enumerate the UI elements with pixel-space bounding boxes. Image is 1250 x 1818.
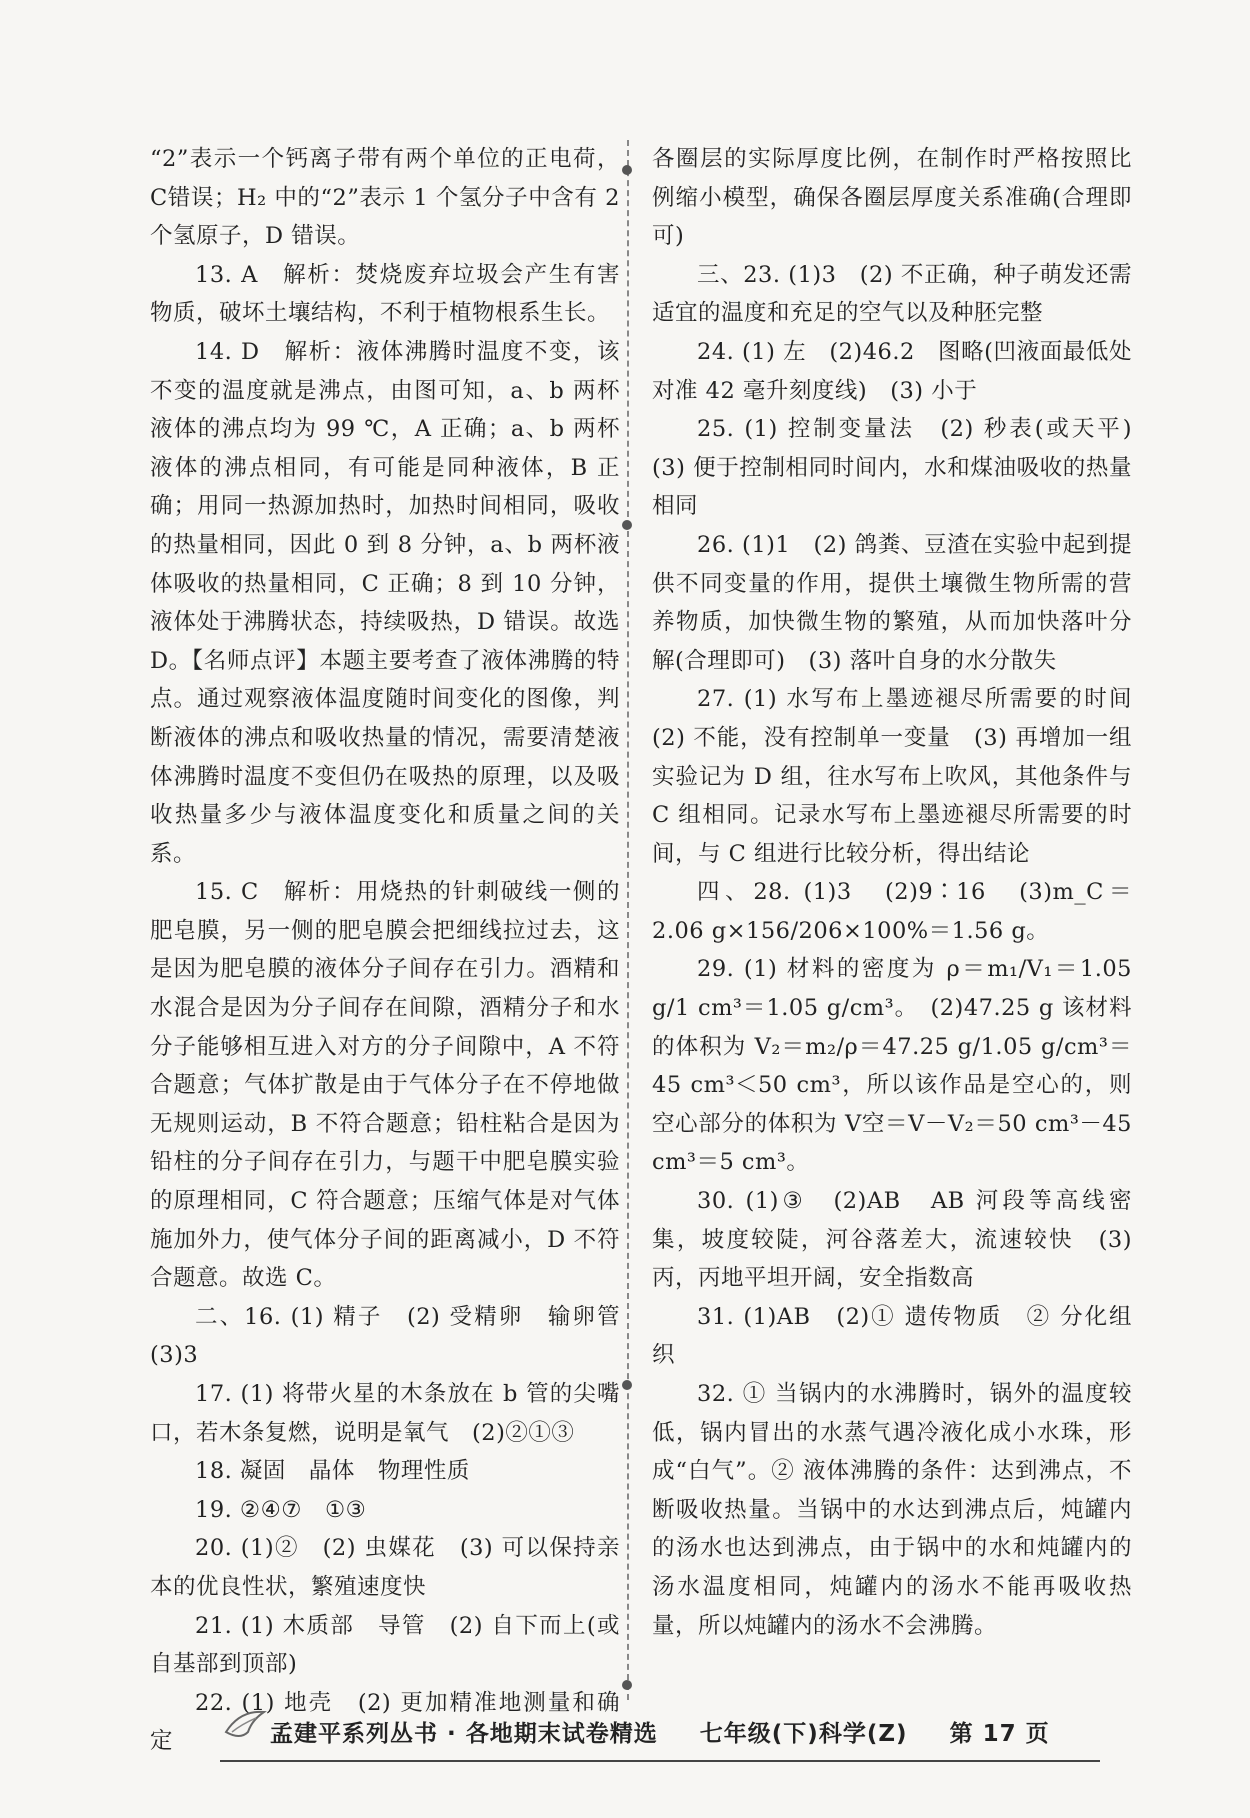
answer-16: 二、16. (1) 精子 (2) 受精卵 输卵管 (3)3 — [150, 1303, 620, 1369]
divider-dot — [622, 1680, 632, 1690]
answer-27: 27. (1) 水写布上墨迹褪尽所需要的时间 (2) 不能，没有控制单一变量 (3) 再增加一组实验记为 D 组，往水写布上吹风，其他条件与 C 组相同。记录水写布上墨迹褪尽所需要的时间，与 C 组进行比较分析，得出结论 — [652, 686, 1132, 867]
left-column — [150, 140, 620, 1761]
column-divider — [627, 140, 629, 1700]
divider-dot — [622, 520, 632, 530]
answer-26: 26. (1)1 (2) 鸽粪、豆渣在实验中起到提供不同变量的作用，提供土壤微生物所需的营养物质，加快微生物的繁殖，从而加快落叶分解(合理即可) (3) 落叶自身的水分散失 — [652, 531, 1132, 674]
answer-17: 17. (1) 将带火星的木条放在 b 管的尖嘴口，若木条复燃，说明是氧气 (2)②①③ — [150, 1381, 620, 1446]
answer-14: 14. D 解析：液体沸腾时温度不变，该不变的温度就是沸点，由图可知，a、b 两杯液体的沸点均为 99 ℃，A 正确；a、b 两杯液体的沸点相同，有可能是同种液体，B 正确；用同一热源加热时，加热时间相同，吸收的热量相同，因此 0 到 8 分钟，a、b 两杯液体吸收的热量相同，C 正确；8 到 10 分钟，液体处于沸腾状态，持续吸热，D 错误。故选 D。【名师点评】本题主要考查了液体沸腾的特点。通过观察液体温度随时间变化的图像，判断液体的沸点和吸收热量的情况，需要清楚液体沸腾时温度不变但仍在吸热的原理，以及吸收热量多少与液体温度变化和质量之间的关系。 — [150, 338, 620, 867]
bird-logo-icon — [222, 1702, 268, 1748]
answer-22: 22. (1) 地壳 (2) 更加精准地测量和确定 — [150, 1689, 620, 1755]
answer-23: 三、23. (1)3 (2) 不正确，种子萌发还需适宜的温度和充足的空气以及种胚完整 — [652, 261, 1132, 327]
answer-18: 18. 凝固 晶体 物理性质 — [195, 1458, 470, 1485]
answer-32: 32. ① 当锅内的水沸腾时，锅外的温度较低，锅内冒出的水蒸气遇冷液化成小水珠，形成“白气”。② 液体沸腾的条件：达到沸点，不断吸收热量。当锅中的水达到沸点后，炖罐内的汤水也达到沸点，由于锅中的水和炖罐内的汤水温度相同，炖罐内的汤水不能再吸收热量，所以炖罐内的汤水不会沸腾。 — [652, 1381, 1132, 1639]
answer-25: 25. (1) 控制变量法 (2) 秒表(或天平) (3) 便于控制相同时间内，水和煤油吸收的热量相同 — [652, 416, 1132, 520]
paragraph-22-cont: 各圈层的实际厚度比例，在制作时严格按照比例缩小模型，确保各圈层厚度关系准确(合理即可) — [652, 146, 1132, 250]
answer-21: 21. (1) 木质部 导管 (2) 自下而上(或自基部到顶部) — [150, 1612, 620, 1678]
answer-15: 15. C 解析：用烧热的针刺破线一侧的肥皂膜，另一侧的肥皂膜会把细线拉过去，这是因为肥皂膜的液体分子间存在引力。酒精和水混合是因为分子间存在间隙，酒精分子和水分子能够相互进入对方的分子间隙中，A 不符合题意；气体扩散是由于气体分子在不停地做无规则运动，B 不符合题意；铅柱粘合是因为铅柱的分子间存在引力，与题干中肥皂膜实验的原理相同，C 符合题意；压缩气体是对气体施加外力，使气体分子间的距离减小，D 不符合题意。故选 C。 — [150, 879, 620, 1292]
answer-31: 31. (1)AB (2)① 遗传物质 ② 分化组织 — [652, 1303, 1132, 1369]
page-footer — [270, 1715, 1050, 1748]
divider-dot — [622, 165, 632, 175]
answer-24: 24. (1) 左 (2)46.2 图略(凹液面最低处对准 42 毫升刻度线) (3) 小于 — [652, 338, 1132, 404]
answer-30: 30. (1)③ (2)AB AB 河段等高线密集，坡度较陡，河谷落差大，流速较快 (3) 丙，丙地平坦开阔，安全指数高 — [652, 1188, 1132, 1292]
divider-dot — [622, 1380, 632, 1390]
answer-29: 29. (1) 材料的密度为 ρ＝m₁/V₁＝1.05 g/1 cm³＝1.05 g/cm³。 (2)47.25 g 该材料的体积为 V₂＝m₂/ρ＝47.25 g/1.05 g/cm³＝45 cm³＜50 cm³，所以该作品是空心的，则空心部分的体积为 V空＝V－V₂＝50 cm³－45 cm³＝5 cm³。 — [652, 956, 1132, 1176]
footer-gap — [917, 1721, 941, 1747]
footer-grade: 七年级(下)科学(Z) — [699, 1721, 908, 1747]
answer-19: 19. ②④⑦ ①③ — [195, 1496, 367, 1523]
footer-page-number: 第 17 页 — [949, 1721, 1050, 1747]
footer-title: 各地期末试卷精选 — [465, 1721, 658, 1747]
footer-sep: · — [447, 1721, 466, 1747]
answer-13: 13. A 解析：焚烧废弃垃圾会产生有害物质，破坏土壤结构，不利于植物根系生长。 — [150, 261, 620, 327]
footer-series: 孟建平系列丛书 — [270, 1721, 438, 1747]
footer-gap — [667, 1721, 691, 1747]
footer-rule — [220, 1760, 1100, 1762]
right-column — [652, 140, 1132, 1645]
answer-20: 20. (1)② (2) 虫媒花 (3) 可以保持亲本的优良性状，繁殖速度快 — [150, 1535, 620, 1600]
answer-28: 四、28. (1)3 (2)9∶16 (3)m_C＝2.06 g×156/206×100%＝1.56 g。 — [652, 879, 1132, 944]
paragraph-12-cont: “2”表示一个钙离子带有两个单位的正电荷，C错误；H₂ 中的“2”表示 1 个氢分子中含有 2 个氢原子，D 错误。 — [150, 146, 620, 250]
